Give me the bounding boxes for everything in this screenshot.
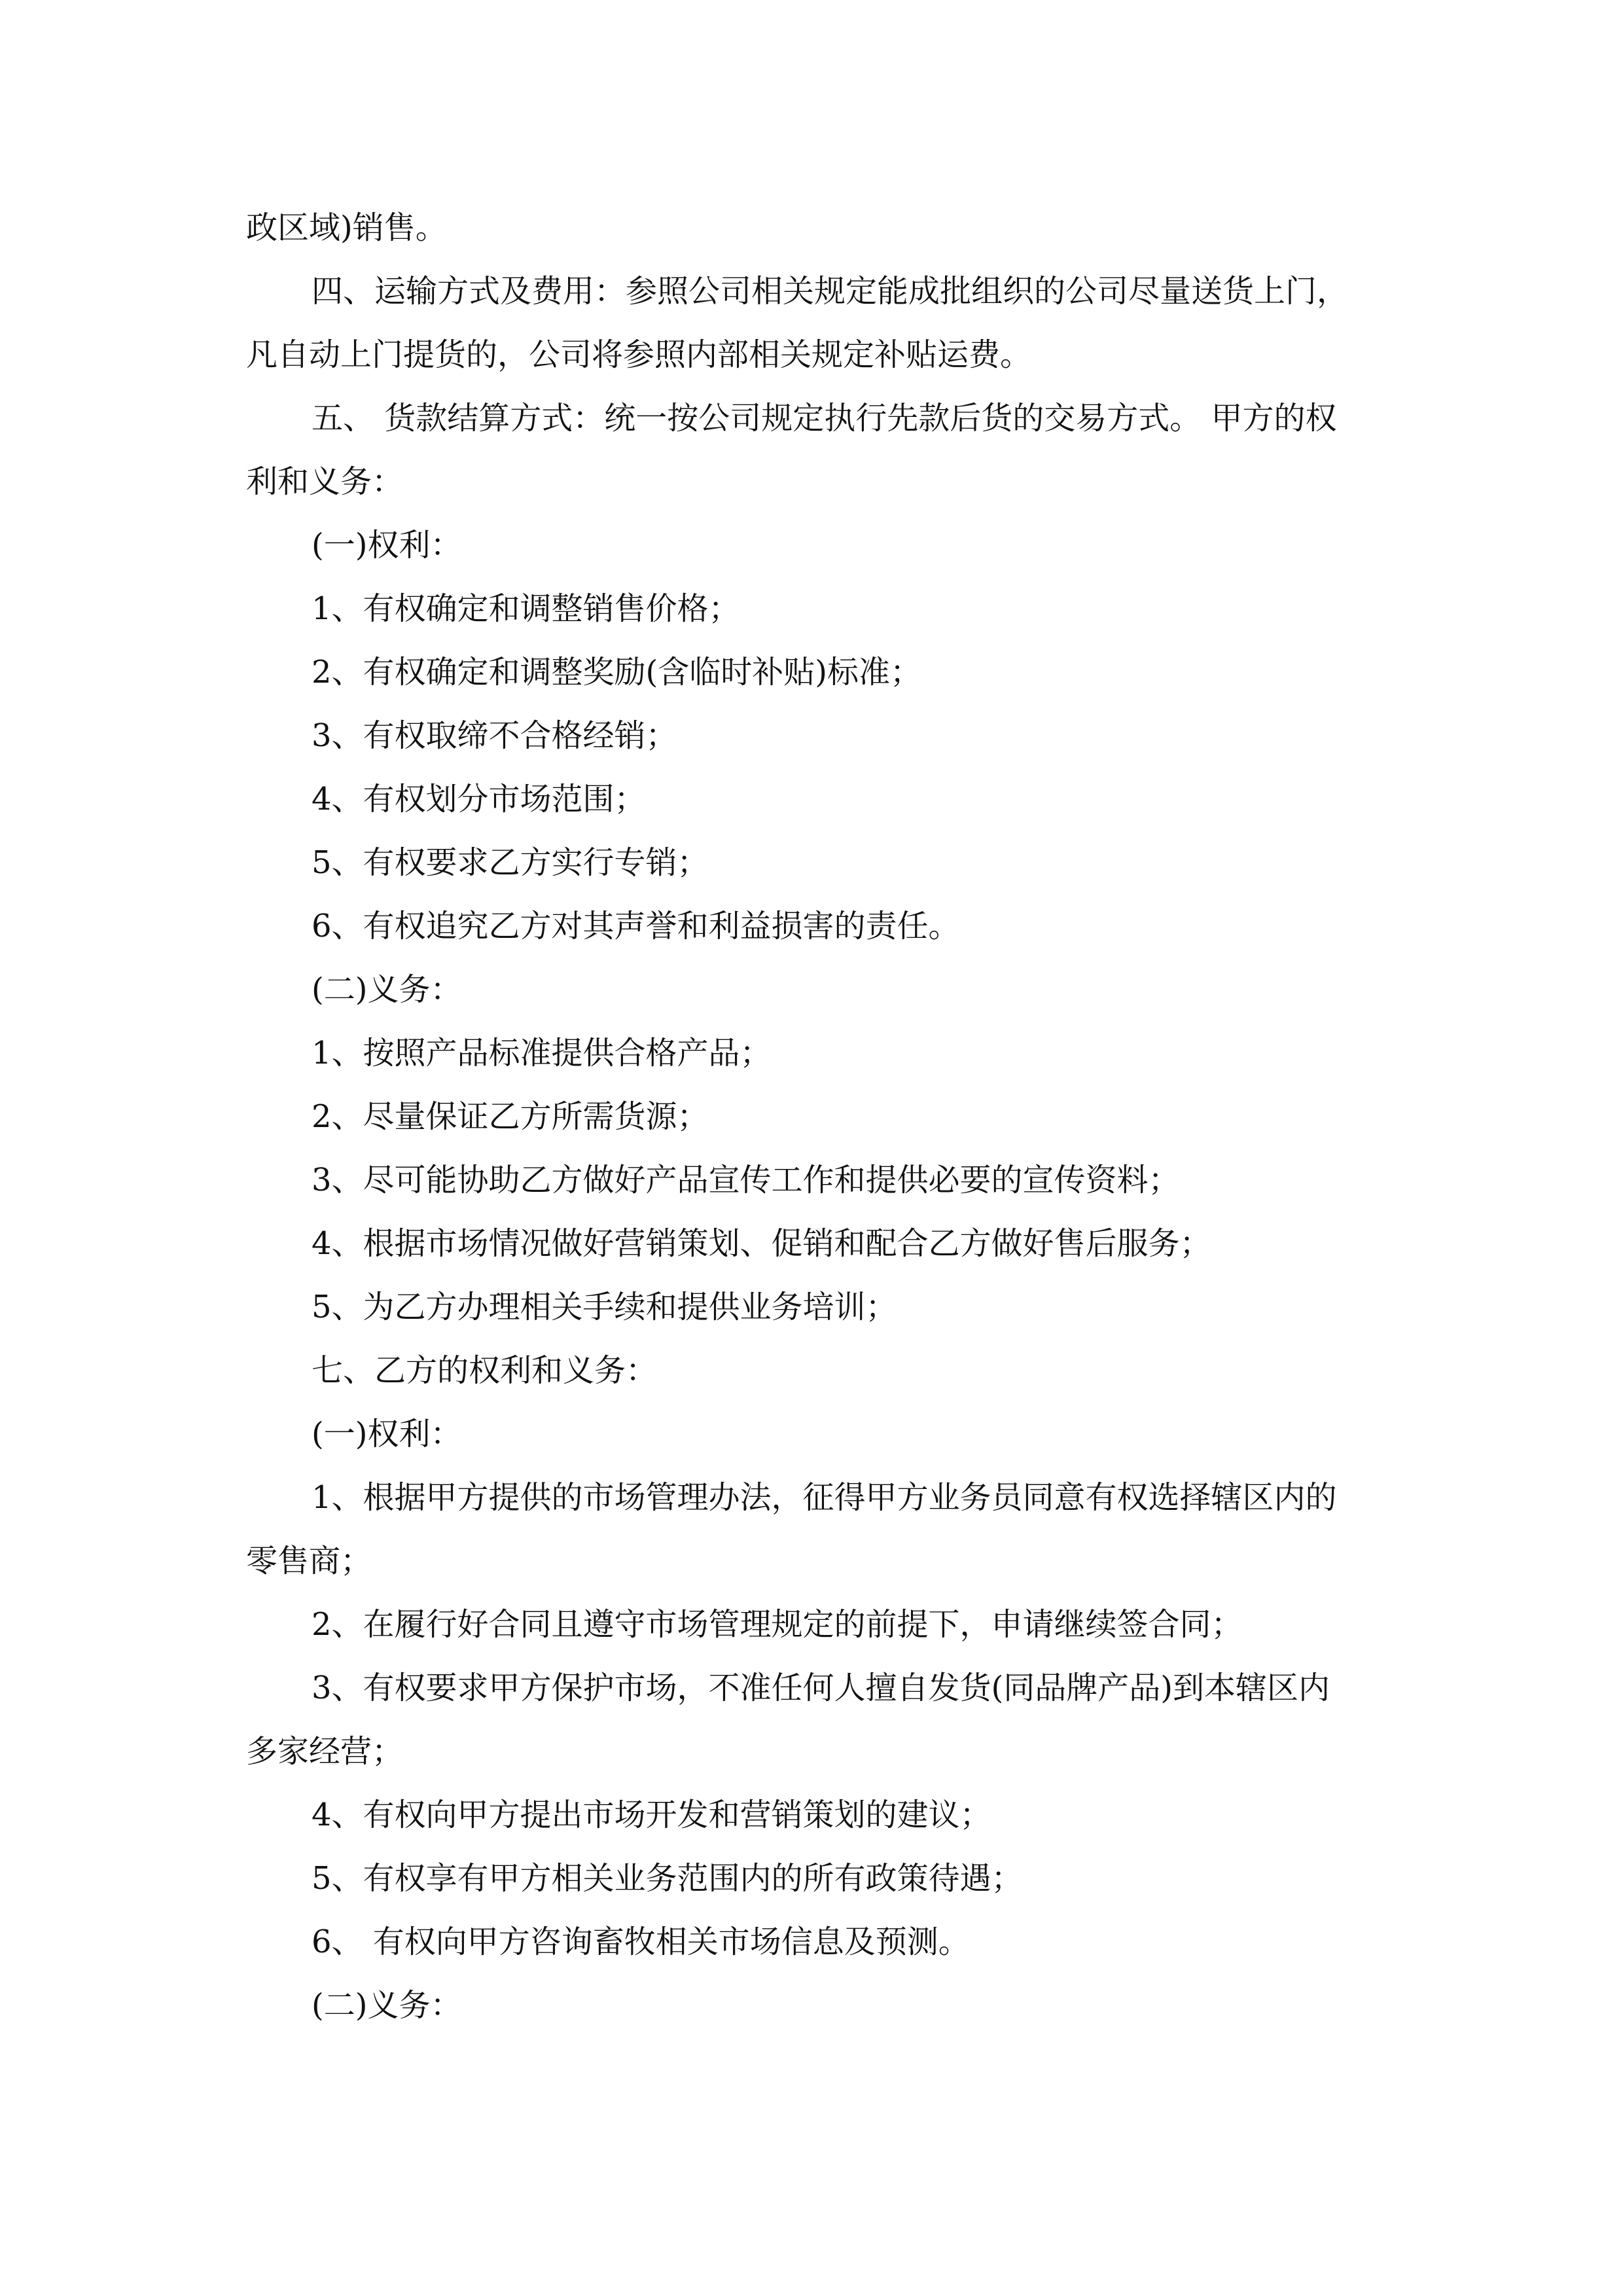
section-heading: (二)义务： [312,1987,462,2024]
list-item: 6、有权追究乙方对其声誉和利益损害的责任。 [312,908,960,944]
list-item: 2、尽量保证乙方所需货源； [312,1098,709,1135]
text-line: 五、 货款结算方式：统一按公司规定执行先款后货的交易方式。 甲方的权 [312,400,1337,437]
list-item: 5、有权享有甲方相关业务范围内的所有政策待遇； [312,1860,1023,1897]
text-line: 多家经营； [246,1733,404,1770]
list-item: 4、有权向甲方提出市场开发和营销策划的建议； [312,1797,991,1833]
text-line: 政区域)销售。 [246,209,447,246]
section-heading: 七、乙方的权利和义务： [312,1352,658,1389]
section-heading: (一)权利： [312,1416,462,1452]
list-item: 5、有权要求乙方实行专销； [312,844,709,881]
list-item: 2、在履行好合同且遵守市场管理规定的前提下，申请继续签合同； [312,1606,1243,1643]
text-line: 四、运输方式及费用：参照公司相关规定能成批组织的公司尽量送货上门， [312,273,1349,310]
list-item: 4、有权划分市场范围； [312,781,646,817]
list-item: 4、根据市场情况做好营销策划、促销和配合乙方做好售后服务； [312,1225,1211,1262]
section-heading: (一)权利： [312,527,462,564]
list-item: 1、根据甲方提供的市场管理办法，征得甲方业务员同意有权选择辖区内的 [312,1479,1337,1516]
text-line: 利和义务： [246,463,404,500]
section-heading: (二)义务： [312,971,462,1008]
list-item: 6、 有权向甲方咨询畜牧相关市场信息及预测。 [312,1924,970,1960]
list-item: 3、有权取缔不合格经销； [312,717,677,754]
list-item: 1、有权确定和调整销售价格； [312,590,740,627]
list-item: 1、按照产品标准提供合格产品； [312,1035,772,1071]
list-item: 3、有权要求甲方保护市场，不准任何人擅自发货(同品牌产品)到本辖区内 [312,1670,1330,1706]
list-item: 5、为乙方办理相关手续和提供业务培训； [312,1289,897,1325]
list-item: 3、尽可能协助乙方做好产品宣传工作和提供必要的宣传资料； [312,1162,1180,1198]
list-item: 2、有权确定和调整奖励(含临时补贴)标准； [312,654,921,691]
text-line: 凡自动上门提货的，公司将参照内部相关规定补贴运费。 [246,336,1032,373]
text-line: 零售商； [246,1543,372,1579]
document-body [246,196,1385,2037]
